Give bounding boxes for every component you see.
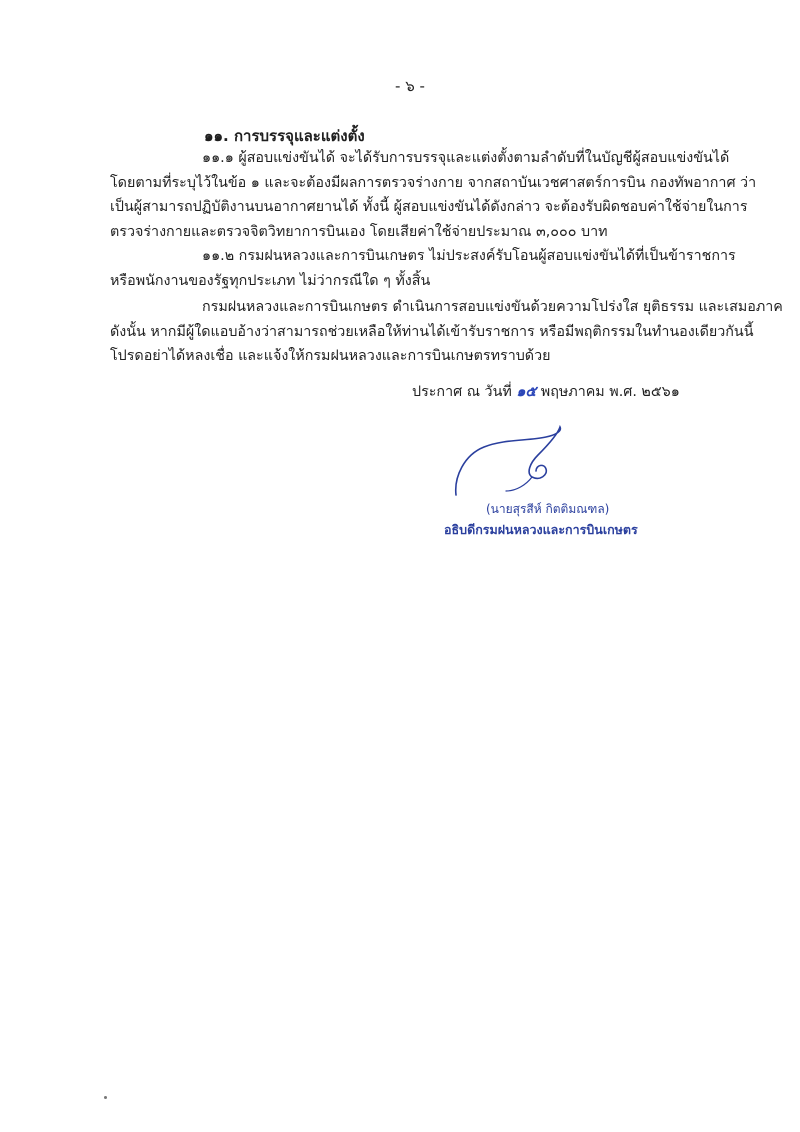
section-heading: ๑๑. การบรรจุและแต่งตั้ง [204,127,365,145]
announcement-date [412,381,680,403]
paragraph-line: โปรดอย่าได้หลงเชื่อ และแจ้งให้กรมฝนหลวงและการบินเกษตรทราบด้วย [110,348,551,364]
scan-speck [104,1096,107,1099]
paragraph-line: กรมฝนหลวงและการบินเกษตร ดำเนินการสอบแข่งขันด้วยความโปร่งใส ยุติธรรม และเสมอภาค [202,299,783,315]
page-number: - ๖ - [395,77,425,95]
handwritten-signature [446,425,566,505]
signer-title: อธิบดีกรมฝนหลวงและการบินเกษตร [444,522,638,537]
paragraph-11-2 [110,244,736,293]
paragraph-11-1 [110,146,757,244]
paragraph-line: ๑๑.๒ กรมฝนหลวงและการบินเกษตร ไม่ประสงค์รับโอนผู้สอบแข่งขันได้ที่เป็นข้าราชการ [202,248,736,264]
announcement-prefix: ประกาศ ณ วันที่ [412,384,512,400]
announcement-suffix: พฤษภาคม พ.ศ. ๒๕๖๑ [540,384,680,400]
paragraph-line: ตรวจร่างกายและตรวจจิตวิทยาการบินเอง โดยเสียค่าใช้จ่ายประมาณ ๓,๐๐๐ บาท [110,223,608,240]
paragraph-line: ดังนั้น หากมีผู้ใดแอบอ้างว่าสามารถช่วยเหลือให้ท่านได้เข้ารับราชการ หรือมีพฤติกรรมในทำนองเดียวกันนี้ [110,323,754,340]
paragraph-line: เป็นผู้สามารถปฏิบัติงานบนอากาศยานได้ ทั้งนี้ ผู้สอบแข่งขันได้ดังกล่าว จะต้องรับผิดชอบค่าใช้จ่ายในการ [110,199,748,215]
paragraph-line: หรือพนักงานของรัฐทุกประเภท ไม่ว่ากรณีใด ๆ ทั้งสิ้น [110,272,431,289]
announcement-day: ๑๕ [516,384,537,400]
paragraph-line: ๑๑.๑ ผู้สอบแข่งขันได้ จะได้รับการบรรจุและแต่งตั้งตามลำดับที่ในบัญชีผู้สอบแข่งขันได้ [202,150,730,166]
paragraph-line: โดยตามที่ระบุไว้ในข้อ ๑ และจะต้องมีผลการตรวจร่างกาย จากสถาบันเวชศาสตร์การบิน กองทัพอากาศ ว่า [110,174,757,191]
signer-name: (นายสุรสีห์ กิตติมณฑล) [486,502,610,516]
closing-paragraph [110,295,783,369]
